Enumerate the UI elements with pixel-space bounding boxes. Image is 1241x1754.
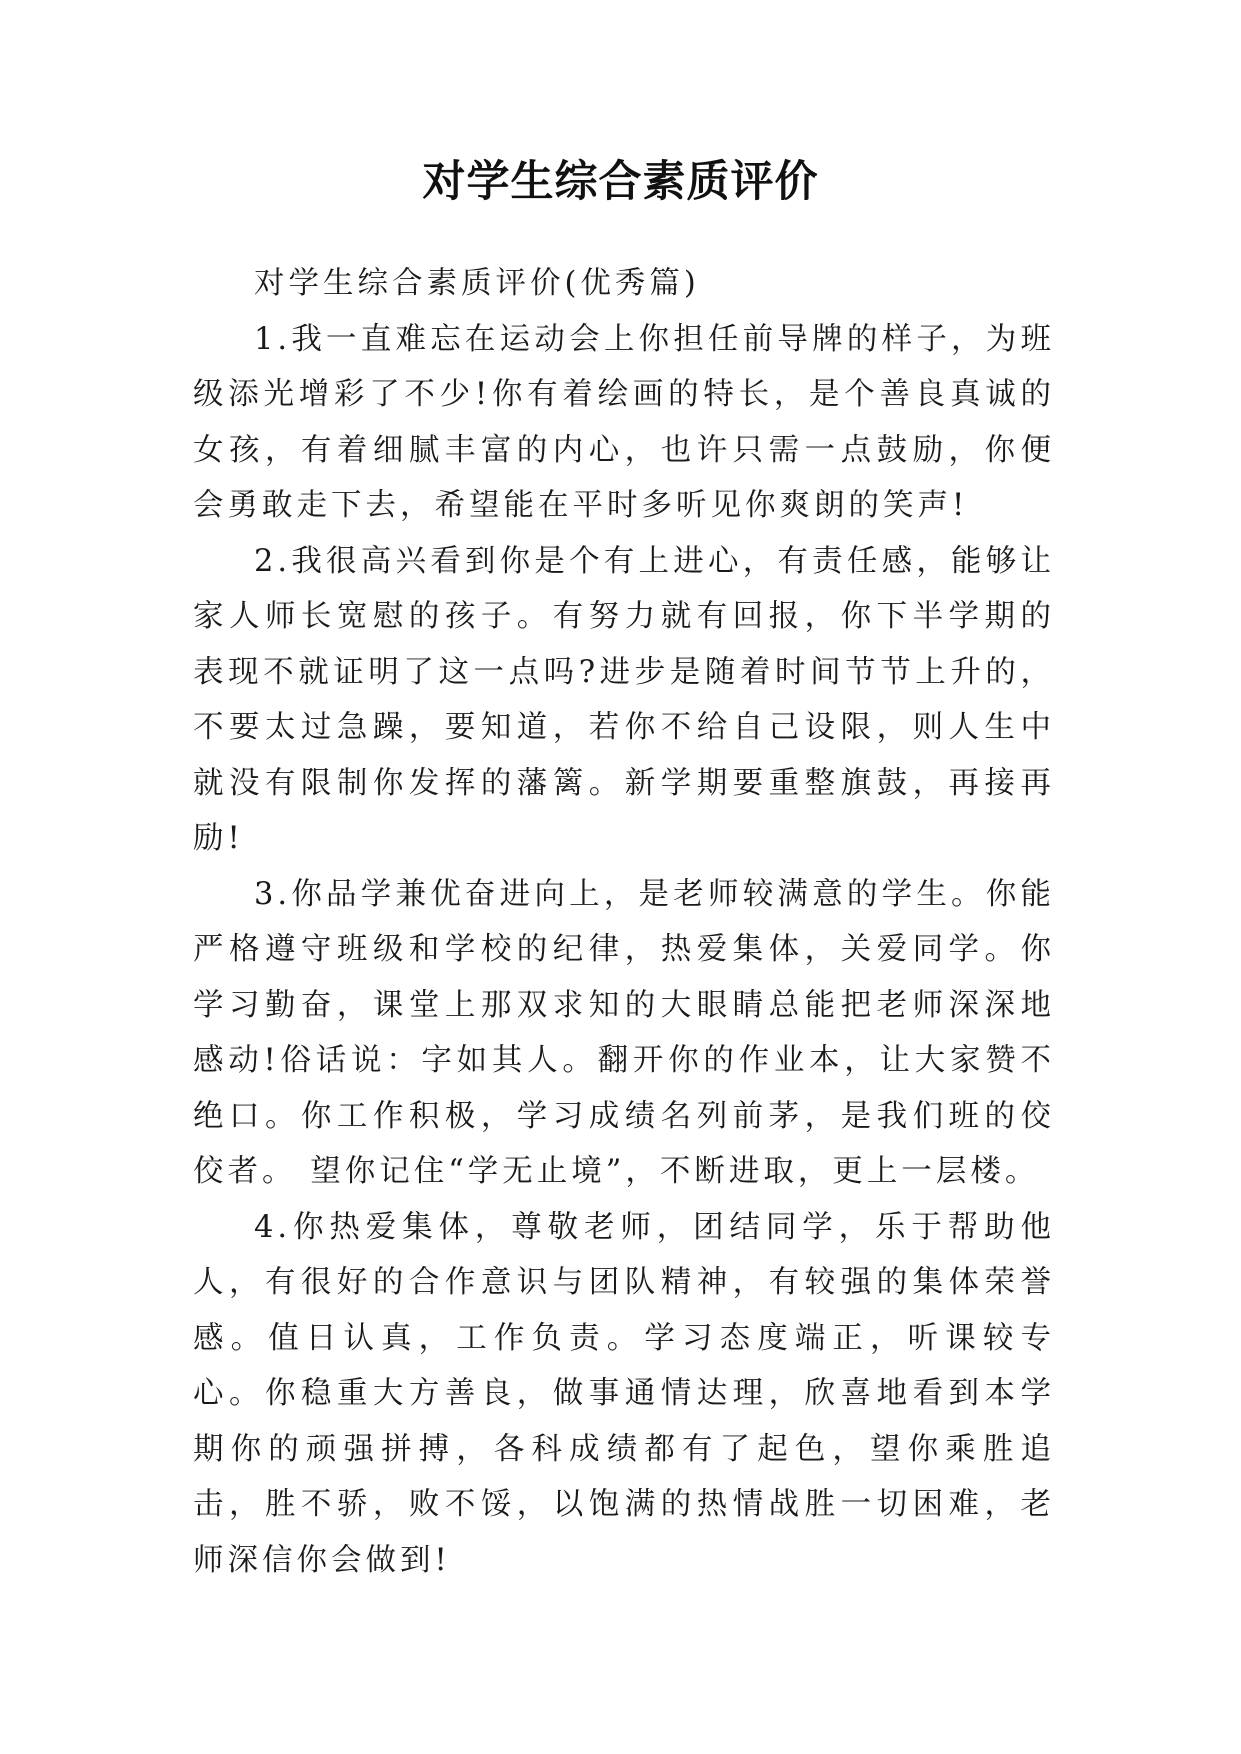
paragraph-1: 1.我一直难忘在运动会上你担任前导牌的样子，为班级添光增彩了不少!你有着绘画的特长，是个善良真诚的女孩，有着细腻丰富的内心，也许只需一点鼓励，你便会勇敢走下去，希望能在平时多听见你爽朗的笑声! bbox=[193, 321, 1055, 523]
paragraph-3: 3.你品学兼优奋进向上，是老师较满意的学生。你能严格遵守班级和学校的纪律，热爱集体，关爱同学。你学习勤奋，课堂上那双求知的大眼睛总能把老师深深地感动!俗话说：字如其人。翻开你的作业本，让大家赞不绝口。你工作积极，学习成绩名列前茅，是我们班的佼佼者。 望你记住“学无止境”，不断进取，更上一层楼。 bbox=[193, 876, 1055, 1189]
document-title: 对学生综合素质评价 bbox=[422, 157, 819, 207]
paragraph-4: 4.你热爱集体，尊敬老师，团结同学，乐于帮助他人，有很好的合作意识与团队精神，有较强的集体荣誉感。值日认真，工作负责。学习态度端正，听课较专心。你稳重大方善良，做事通情达理，欣喜地看到本学期你的顽强拼搏，各科成绩都有了起色，望你乘胜追击，胜不骄，败不馁，以饱满的热情战胜一切困难，老师深信你会做到! bbox=[193, 1209, 1055, 1578]
document-body bbox=[193, 256, 1055, 1588]
paragraph-subtitle: 对学生综合素质评价(优秀篇) bbox=[254, 266, 700, 301]
paragraph-2: 2.我很高兴看到你是个有上进心，有责任感，能够让家人师长宽慰的孩子。有努力就有回报，你下半学期的表现不就证明了这一点吗?进步是随着时间节节上升的，不要太过急躁，要知道，若你不给自己设限，则人生中就没有限制你发挥的藩篱。新学期要重整旗鼓，再接再励! bbox=[193, 543, 1055, 856]
